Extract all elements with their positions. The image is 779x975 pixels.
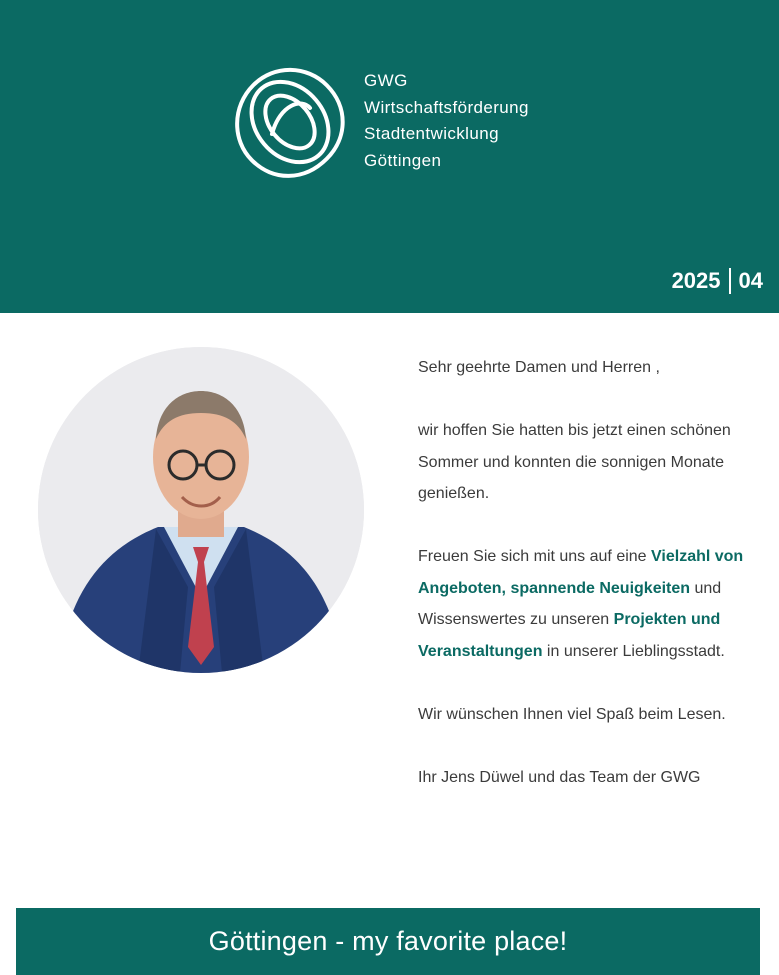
logo-line: GWG xyxy=(364,71,408,90)
projects-events-link[interactable]: Projekten und Veranstaltungen xyxy=(418,611,721,660)
paragraph-text: und Wissenswertes zu unseren xyxy=(418,579,722,628)
gwg-logo-icon xyxy=(232,64,348,180)
author-portrait xyxy=(38,347,364,673)
letter-paragraph: wir hoffen Sie hatten bis jetzt einen schönen Sommer und konnten die sonnigen Monate genießen. xyxy=(418,422,731,502)
logo-wordmark xyxy=(364,68,529,174)
issue-separator xyxy=(729,268,731,294)
issue-number: 04 xyxy=(738,268,763,293)
logo-line: Göttingen xyxy=(364,150,442,170)
issue-label xyxy=(672,268,763,294)
letter-paragraph: Wir wünschen Ihnen viel Spaß beim Lesen. xyxy=(418,705,726,723)
letter-paragraph xyxy=(418,541,748,667)
portrait-image xyxy=(38,347,364,673)
issue-year: 2025 xyxy=(671,268,721,293)
signature: Ihr Jens Düwel und das Team der GWG xyxy=(418,768,701,786)
logo-line: Wirtschaftsförderung xyxy=(364,97,529,117)
greeting: Sehr geehrte Damen und Herren , xyxy=(418,359,660,376)
paragraph-text: Freuen Sie sich mit uns auf eine xyxy=(418,548,652,565)
offers-link[interactable]: Vielzahl von Angeboten, spannende Neuigkeiten xyxy=(418,548,744,597)
banner-title: Göttingen - my favorite place! xyxy=(208,926,568,956)
welcome-letter xyxy=(418,352,748,825)
newsletter-header xyxy=(0,0,779,313)
logo-line: Stadtentwicklung xyxy=(364,124,499,143)
section-banner xyxy=(16,908,760,975)
paragraph-text: in unserer Lieblingsstadt. xyxy=(542,642,725,660)
